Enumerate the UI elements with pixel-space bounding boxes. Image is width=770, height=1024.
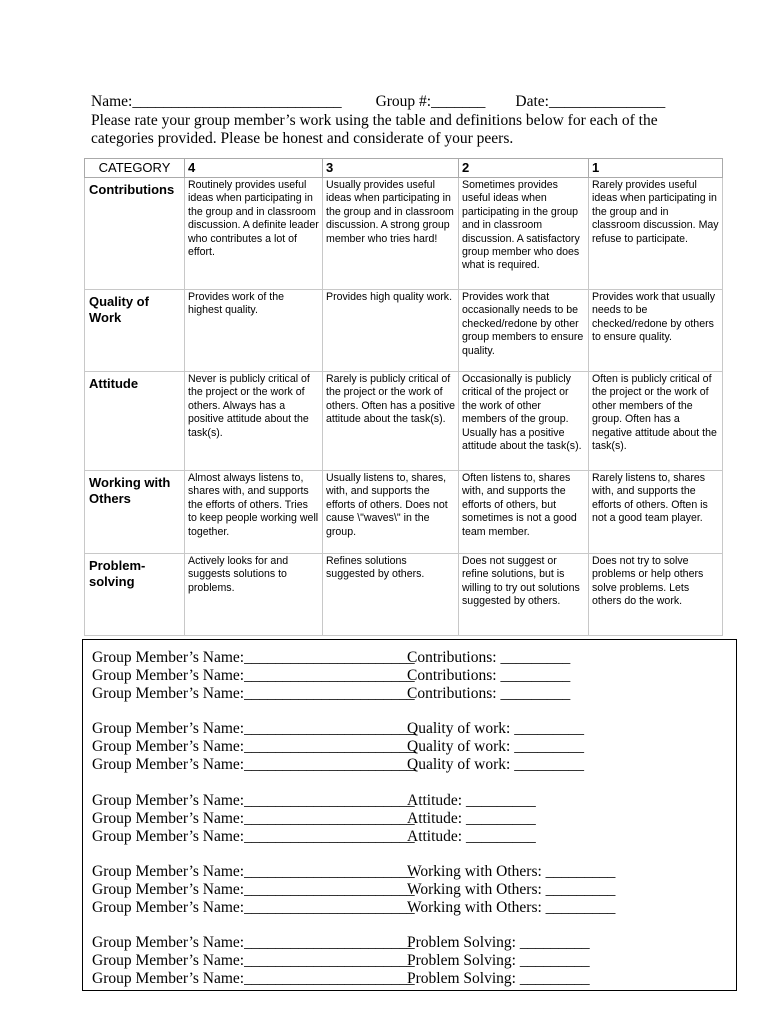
contributions-rating-group	[92, 649, 570, 703]
criteria-cell: Provides work that usually needs to be checked/redone by others to ensure quality.	[589, 290, 723, 372]
member-name-field[interactable]: Group Member’s Name:______________________	[92, 667, 415, 684]
problem-score-field[interactable]: Problem Solving: _________	[407, 934, 590, 951]
member-name-field[interactable]: Group Member’s Name:______________________	[92, 970, 415, 987]
member-name-field[interactable]: Group Member’s Name:______________________	[92, 881, 415, 898]
rubric-header-row	[85, 159, 723, 178]
member-name-field[interactable]: Group Member’s Name:______________________	[92, 828, 415, 845]
criteria-cell: Rarely is publicly critical of the project or the work of others. Often has a positive attitude about the task(s).	[323, 372, 459, 471]
score-4-header: 4	[185, 159, 323, 178]
problem-score-field[interactable]: Problem Solving: _________	[407, 970, 590, 987]
member-name-field[interactable]: Group Member’s Name:______________________	[92, 685, 415, 702]
score-1-header: 1	[589, 159, 723, 178]
category-header: CATEGORY	[85, 159, 185, 178]
member-name-field[interactable]: Group Member’s Name:______________________	[92, 810, 415, 827]
quality-score-field[interactable]: Quality of work: _________	[407, 756, 584, 773]
criteria-cell: Almost always listens to, shares with, and supports the efforts of others. Tries to keep people working well together.	[185, 471, 323, 554]
group-number-field[interactable]: Group #:_______	[375, 93, 486, 110]
working-score-field[interactable]: Working with Others: _________	[407, 863, 616, 880]
member-name-field[interactable]: Group Member’s Name:______________________	[92, 863, 415, 880]
criteria-cell: Does not suggest or refine solutions, but is willing to try out solutions suggested by others.	[459, 554, 589, 636]
criteria-cell: Usually listens to, shares, with, and supports the efforts of others. Does not cause \"waves\" in the group.	[323, 471, 459, 554]
criteria-cell: Provides high quality work.	[323, 290, 459, 372]
member-name-field[interactable]: Group Member’s Name:______________________	[92, 756, 415, 773]
member-name-field[interactable]: Group Member’s Name:______________________	[92, 934, 415, 951]
contributions-score-field[interactable]: Contributions: _________	[407, 649, 571, 666]
rubric-row-problem-solving	[85, 554, 723, 636]
category-name: Problem-solving	[85, 554, 185, 636]
criteria-cell: Often is publicly critical of the project or the work of other members of the group. Often has a negative attitude about the task(s).	[589, 372, 723, 471]
member-name-field[interactable]: Group Member’s Name:______________________	[92, 792, 415, 809]
criteria-cell: Provides work that occasionally needs to be checked/redone by other group members to ensure quality.	[459, 290, 589, 372]
rubric-row-quality	[85, 290, 723, 372]
quality-score-field[interactable]: Quality of work: _________	[407, 738, 584, 755]
criteria-cell: Usually provides useful ideas when participating in the group and in classroom discussion. A strong group member who tries hard!	[323, 178, 459, 290]
member-name-field[interactable]: Group Member’s Name:______________________	[92, 899, 415, 916]
rubric-table	[84, 158, 723, 636]
attitude-rating-group	[92, 792, 536, 846]
criteria-cell: Rarely provides useful ideas when participating in the group and in classroom discussion. May refuse to participate.	[589, 178, 723, 290]
problem-solving-rating-group	[92, 934, 590, 988]
criteria-cell: Rarely listens to, shares with, and supports the efforts of others. Often is not a good team player.	[589, 471, 723, 554]
criteria-cell: Provides work of the highest quality.	[185, 290, 323, 372]
attitude-score-field[interactable]: Attitude: _________	[407, 810, 536, 827]
category-name: Working with Others	[85, 471, 185, 554]
attitude-score-field[interactable]: Attitude: _________	[407, 792, 536, 809]
quality-score-field[interactable]: Quality of work: _________	[407, 720, 584, 737]
category-name: Contributions	[85, 178, 185, 290]
working-with-others-rating-group	[92, 863, 615, 917]
form-header	[91, 93, 691, 148]
criteria-cell: Refines solutions suggested by others.	[323, 554, 459, 636]
category-name: Attitude	[85, 372, 185, 471]
category-name: Quality of Work	[85, 290, 185, 372]
criteria-cell: Never is publicly critical of the project or the work of others. Always has a positive attitude about the task(s).	[185, 372, 323, 471]
problem-score-field[interactable]: Problem Solving: _________	[407, 952, 590, 969]
working-score-field[interactable]: Working with Others: _________	[407, 899, 616, 916]
rubric-row-contributions	[85, 178, 723, 290]
contributions-score-field[interactable]: Contributions: _________	[407, 667, 571, 684]
score-3-header: 3	[323, 159, 459, 178]
name-field[interactable]: Name:___________________________	[91, 93, 342, 110]
member-name-field[interactable]: Group Member’s Name:______________________	[92, 649, 415, 666]
date-field[interactable]: Date:_______________	[515, 93, 666, 110]
quality-rating-group	[92, 720, 584, 774]
criteria-cell: Actively looks for and suggests solutions to problems.	[185, 554, 323, 636]
working-score-field[interactable]: Working with Others: _________	[407, 881, 616, 898]
criteria-cell: Occasionally is publicly critical of the project or the work of other members of the group. Usually has a positive attitude about the task(s).	[459, 372, 589, 471]
criteria-cell: Often listens to, shares with, and supports the efforts of others, but sometimes is not a good team member.	[459, 471, 589, 554]
attitude-score-field[interactable]: Attitude: _________	[407, 828, 536, 845]
peer-rating-box	[82, 639, 737, 991]
contributions-score-field[interactable]: Contributions: _________	[407, 685, 571, 702]
criteria-cell: Routinely provides useful ideas when participating in the group and in classroom discussion. A definite leader who contributes a lot of effort.	[185, 178, 323, 290]
rubric-row-attitude	[85, 372, 723, 471]
instructions: Please rate your group member’s work using the table and definitions below for each of the categories provided. Please be honest and considerate of your peers.	[91, 112, 658, 147]
rubric-row-working-with-others	[85, 471, 723, 554]
member-name-field[interactable]: Group Member’s Name:______________________	[92, 720, 415, 737]
score-2-header: 2	[459, 159, 589, 178]
member-name-field[interactable]: Group Member’s Name:______________________	[92, 952, 415, 969]
criteria-cell: Does not try to solve problems or help others solve problems. Lets others do the work.	[589, 554, 723, 636]
member-name-field[interactable]: Group Member’s Name:______________________	[92, 738, 415, 755]
criteria-cell: Sometimes provides useful ideas when participating in the group and in classroom discussion. A satisfactory group member who does what is required.	[459, 178, 589, 290]
